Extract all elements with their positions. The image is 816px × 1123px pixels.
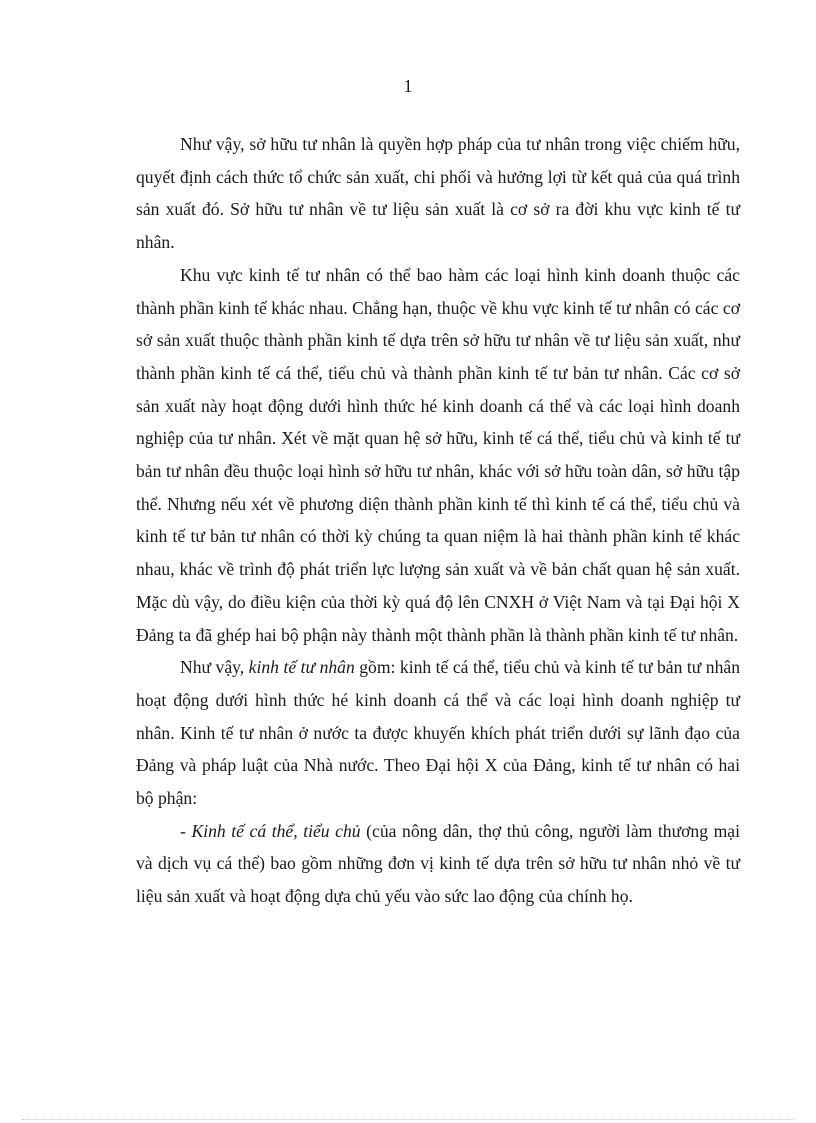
paragraph-4-term: Kinh tế cá thể, tiểu chủ	[191, 820, 361, 841]
document-body	[136, 128, 740, 913]
paragraph-2: Khu vực kinh tế tư nhân có thể bao hàm các loại hình kinh doanh thuộc các thành phần kinh tế khác nhau. Chẳng hạn, thuộc về khu vực kinh tế tư nhân có các cơ sở sản xuất thuộc thành phần kinh tế dựa trên sở hữu tư nhân về tư liệu sản xuất, như thành phần kinh tế cá thể, tiểu chủ và thành phần kinh tế tư bản tư nhân. Các cơ sở sản xuất này hoạt động dưới hình thức hé kinh doanh cá thể và các loại hình doanh nghiệp của tư nhân. Xét về mặt quan hệ sở hữu, kinh tế cá thể, tiểu chủ và kinh tế tư bản tư nhân đều thuộc loại hình sở hữu tư nhân, khác với sở hữu toàn dân, sở hữu tập thể. Nhưng nếu xét về phương diện thành phần kinh tế thì kinh tế cá thể, tiểu chủ và kinh tế tư bản tư nhân có thời kỳ chúng ta quan niệm là hai thành phần kinh tế khác nhau, khác về trình độ phát triển lực lượng sản xuất và về bản chất quan hệ sản xuất. Mặc dù vậy, do điều kiện của thời kỳ quá độ lên CNXH ở Việt Nam và tại Đại hội X Đảng ta đã ghép hai bộ phận này thành một thành phần là thành phần kinh tế tư nhân.	[136, 264, 740, 645]
paragraph-3-lead: Như vậy,	[180, 657, 249, 678]
page-bottom-edge	[22, 1119, 794, 1120]
paragraph-3-rest: gồm: kinh tế cá thể, tiểu chủ và kinh tế tư bản tư nhân hoạt động dưới hình thức hé kinh doanh cá thể và các loại hình doanh nghiệp tư nhân. Kinh tế tư nhân ở nước ta được khuyến khích phát triển dưới sự lãnh đạo của Đảng và pháp luật của Nhà nước. Theo Đại hội X của Đảng, kinh tế tư nhân có hai bộ phận:	[136, 657, 740, 809]
paragraph-1: Như vậy, sở hữu tư nhân là quyền hợp pháp của tư nhân trong việc chiếm hữu, quyết định cách thức tổ chức sản xuất, chi phối và hưởng lợi từ kết quả của quá trình sản xuất đó. Sở hữu tư nhân về tư liệu sản xuất là cơ sở ra đời khu vực kinh tế tư nhân.	[136, 134, 740, 253]
paragraph-3	[136, 651, 740, 815]
page-number: 1	[403, 76, 413, 96]
paragraph-3-term: kinh tế tư nhân	[248, 657, 355, 678]
paragraph-4-rest: (của nông dân, thợ thủ công, người làm thương mại và dịch vụ cá thể) bao gồm những đơn vị kinh tế dựa trên sở hữu tư nhân nhỏ về tư liệu sản xuất và hoạt động dựa chủ yếu vào sức lao động của chính họ.	[136, 820, 740, 907]
paragraph-4	[136, 815, 740, 913]
paragraph-4-dash: -	[180, 820, 192, 841]
